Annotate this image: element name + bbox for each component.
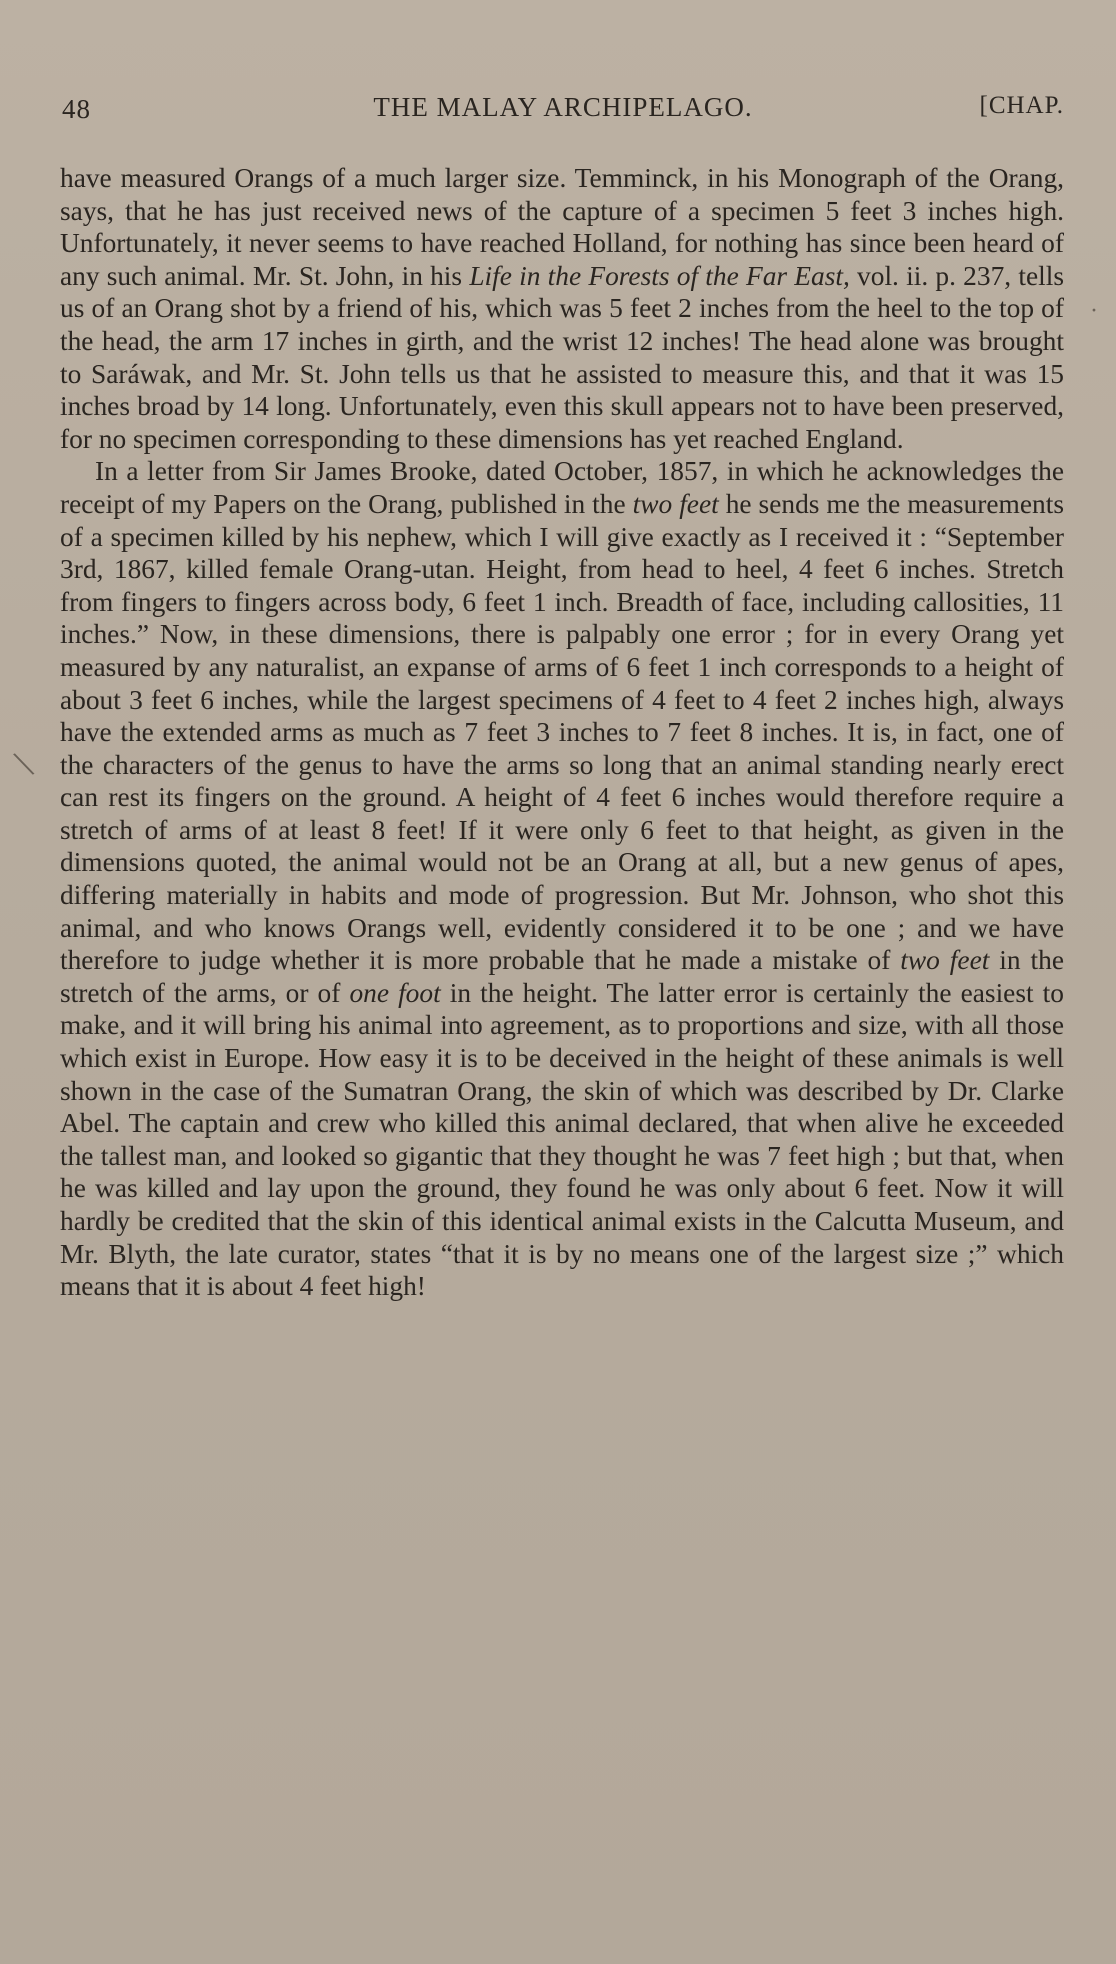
chapter-mark: [CHAP. [979, 92, 1064, 119]
paragraph-1 [60, 162, 1064, 455]
paragraph-text: he sends me the measurements of a specimen killed by his nephew, which I will give exactly as I received it : “September 3rd, 1867, killed female Orang-utan. Height, from head to heel, 4 feet 6 inches. Stretch from fingers to fingers across body, 6 feet 1 inch. Breadth of face, including callosities, 11 inches.” Now, in these dimensions, there is palpably one error ; for in every Orang yet measured by any naturalist, an expanse of arms of 6 feet 1 inch corresponds to a height of about 3 feet 6 inches, while the largest specimens of 4 feet to 4 feet 2 inches high, always have the extended arms as much as 7 feet 3 inches to 7 feet 8 inches. It is, in fact, one of the characters of the genus to have the arms so long that an animal standing nearly erect can rest its fingers on the ground. A height of 4 feet 6 inches would therefore require a stretch of arms of at least 8 feet! If it were only 6 feet to that height, as given in the dimensions quoted, the animal would not be an Orang at all, but a new genus of apes, differing materially in habits and mode of progression. But Mr. Johnson, who shot this animal, and who knows Orangs well, evidently considered it to be one ; and we have therefore to judge whether it is more probable that he made a mistake of [60, 488, 1064, 976]
book-title-italic: Life in the Forests of the Far East, [469, 260, 850, 291]
margin-mark: \ [9, 740, 39, 787]
paragraph-text: in the height. The latter error is certainly the easiest to make, and it will bring his animal into agreement, as to proportions and size, with all those which exist in Europe. How easy it is to be deceived in the height of these animals is well shown in the case of the Sumatran Orang, the skin of which was described by Dr. Clarke Abel. The captain and crew who killed this animal declared, that when alive he exceeded the tallest man, and looked so gigantic that they thought he was 7 feet high ; but that, when he was killed and lay upon the ground, they found he was only about 6 feet. Now it will hardly be credited that the skin of this identical animal exists in the Calcutta Museum, and Mr. Blyth, the late curator, states “that it is by no means one of the largest size ;” which means that it is about 4 feet high! [60, 977, 1064, 1302]
running-title: THE MALAY ARCHIPELAGO. [373, 92, 753, 122]
paragraph-text: In a letter from Sir James Brooke, dated October, 1857, in which he acknowledges the receipt of my Papers on the Orang, published in the [60, 456, 1064, 519]
page-body [60, 162, 1064, 1303]
margin-dot: · [1090, 298, 1098, 324]
paragraph-2 [60, 455, 1064, 1302]
page-number: 48 [62, 94, 91, 124]
paragraph-text: vol. ii. p. 237, tells us of an Orang shot by a friend of his, which was 5 feet 2 inches from the heel to the top of the head, the arm 17 inches in girth, and the wrist 12 inches! The head alone was brought to Saráwak, and Mr. St. John tells us that he assisted to measure this, and that it was 15 inches broad by 14 long. Unfortunately, even this skull appears not to have been preserved, for no specimen corresponding to these dimensions has yet reached England. [60, 260, 1064, 454]
paragraph-text: in the stretch of the arms, or of [60, 945, 1064, 1008]
page-header [62, 92, 1064, 132]
emphasis-italic: two feet [900, 945, 990, 976]
emphasis-italic: one foot [349, 977, 441, 1008]
journal-title-italic: two feet [632, 488, 719, 519]
paragraph-text: have measured Orangs of a much larger size. Temminck, in his Monograph of the Orang, says, that he has just received news of the capture of a specimen 5 feet 3 inches high. Unfortunately, it never seems to have reached Holland, for nothing has since been heard of any such animal. Mr. St. John, in his [60, 163, 1064, 291]
